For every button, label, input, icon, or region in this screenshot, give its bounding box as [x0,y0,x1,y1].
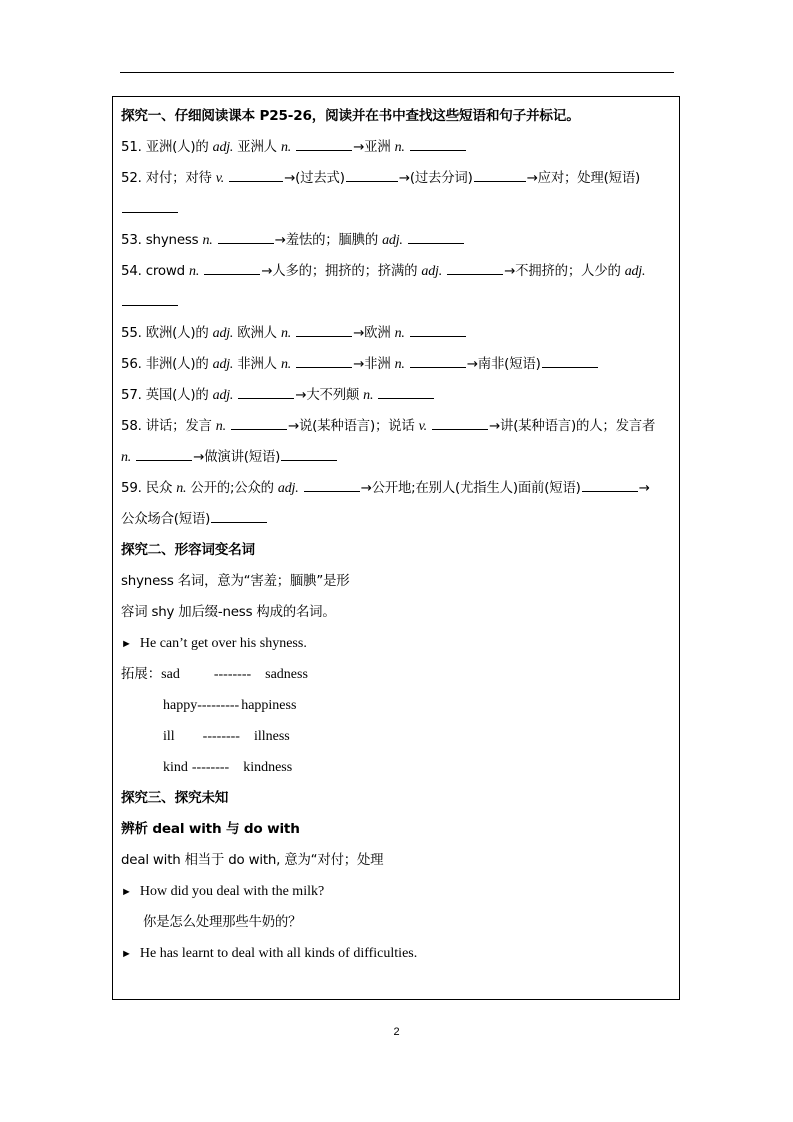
blank[interactable] [204,262,260,275]
section3-example-2: ► He has learnt to deal with all kinds of difficulties. [121,946,418,961]
item-52-cont [121,194,671,225]
blank[interactable] [296,324,352,337]
section1-title: 探究一、仔细阅读课本 P25-26，阅读并在书中查找这些短语和句子并标记。 [121,108,580,124]
section3-subtitle: 辨析 deal with 与 do with [121,821,300,837]
blank[interactable] [211,510,267,523]
blank[interactable] [281,448,337,461]
pair-row: happy--------- happiness [163,698,297,713]
section3-title: 探究三、探究未知 [121,790,229,806]
item-59: 59. 民众 n. 公开的;公众的 adj. →公开地;在别人(尤指生人)面前(短语) → [121,481,650,496]
item-51: 51. 亚洲(人)的 adj. 亚洲人 n. →亚洲 n. [121,132,671,163]
blank[interactable] [542,355,598,368]
triangle-bullet-icon: ► [121,638,132,650]
blank[interactable] [410,355,466,368]
content [121,101,671,969]
blank[interactable] [122,200,178,213]
item-59-cont: 公众场合(短语) [121,504,671,535]
triangle-bullet-icon: ► [121,948,132,960]
blank[interactable] [238,386,294,399]
blank[interactable] [218,231,274,244]
extend-label: 拓展： [121,667,162,682]
item-58-cont: n. →做演讲(短语) [121,442,671,473]
item-54-cont [121,287,671,318]
triangle-bullet-icon: ► [121,886,132,898]
blank[interactable] [304,479,360,492]
section3-desc: deal with 相当于 do with, 意为“对付；处理 [121,853,384,868]
section2-title: 探究二、形容词变名词 [121,542,255,558]
blank[interactable] [410,138,466,151]
item-56: 56. 非洲(人)的 adj. 非洲人 n. →非洲 n. →南非(短语) [121,349,671,380]
header-rule [120,72,674,73]
blank[interactable] [346,169,398,182]
item-58: 58. 讲话；发言 n. →说(某种语言)；说话 v. →讲(某种语言)的人；发言者 [121,419,656,434]
blank[interactable] [410,324,466,337]
blank[interactable] [378,386,434,399]
section3-example-1: ► How did you deal with the milk? [121,884,325,899]
pair-row: 拓展：sad -------- sadness [121,667,308,682]
item-52: 52. 对付；对待 v. →(过去式) →(过去分词) →应对；处理(短语) [121,171,641,186]
pair-row: ill -------- illness [163,729,290,744]
section2-desc-2: 容词 shy 加后缀-ness 构成的名词。 [121,605,336,620]
blank[interactable] [231,417,287,430]
blank[interactable] [136,448,192,461]
blank[interactable] [432,417,488,430]
content-box [112,96,680,1000]
blank[interactable] [447,262,503,275]
blank[interactable] [582,479,638,492]
item-55: 55. 欧洲(人)的 adj. 欧洲人 n. →欧洲 n. [121,318,671,349]
blank[interactable] [229,169,283,182]
blank[interactable] [122,293,178,306]
item-57: 57. 英国(人)的 adj. →大不列颠 n. [121,380,671,411]
item-54: 54. crowd n. →人多的；拥挤的；挤满的 adj. →不拥挤的；人少的 adj. [121,264,646,279]
section3-example-1-cn: 你是怎么处理那些牛奶的？ [143,915,302,930]
section2-example: ► He can’t get over his shyness. [121,636,307,651]
item-53: 53. shyness n. →羞怯的；腼腆的 adj. [121,225,671,256]
blank[interactable] [474,169,526,182]
blank[interactable] [296,138,352,151]
pair-row: kind -------- kindness [163,760,293,775]
page-number: 2 [393,1026,400,1038]
blank[interactable] [296,355,352,368]
section2-desc-1: shyness 名词，意为“害羞；腼腆”是形 [121,574,350,589]
blank[interactable] [408,231,464,244]
